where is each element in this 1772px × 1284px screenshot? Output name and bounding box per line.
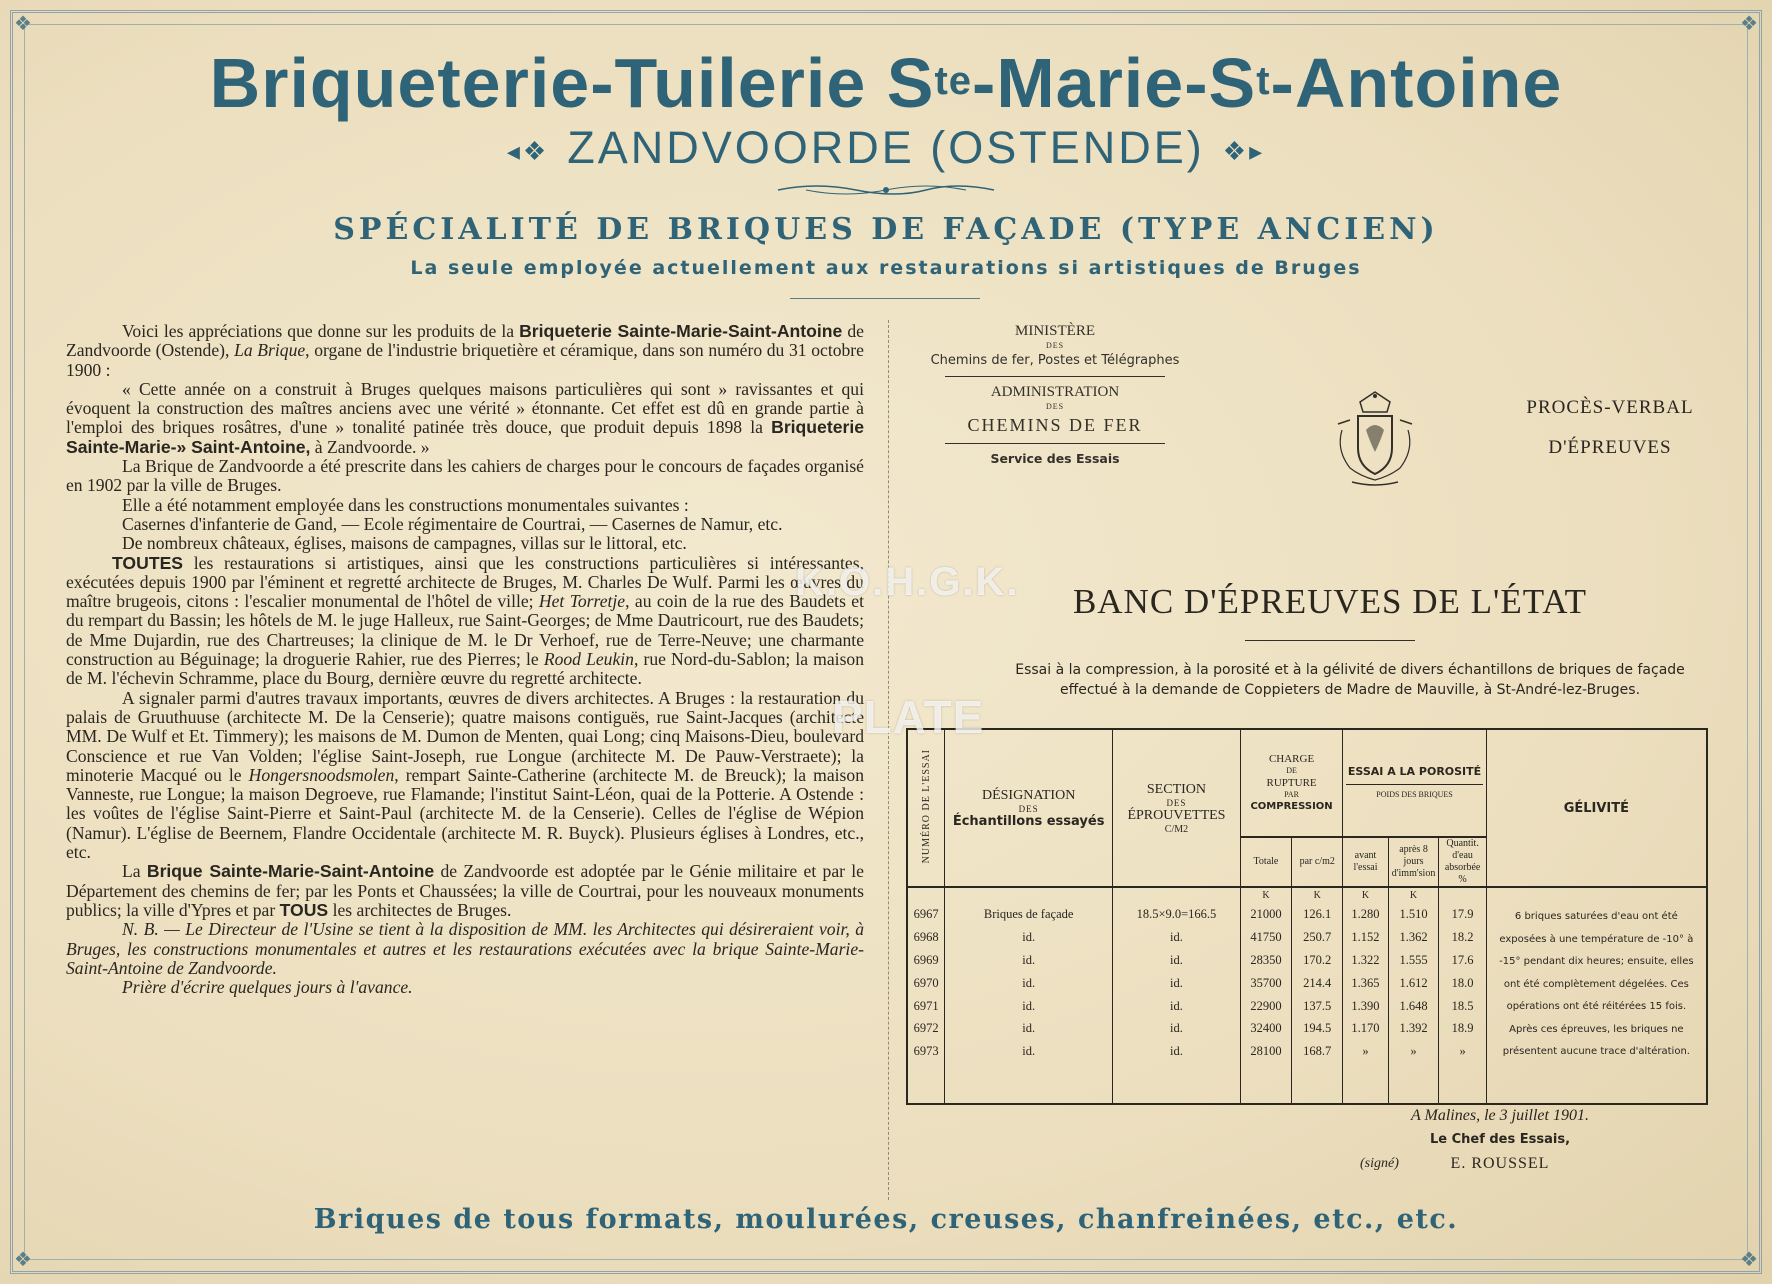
header-charge: CHARGE DE RUPTURE PAR COMPRESSION [1240, 729, 1343, 837]
corner-ornament-icon: ❖ [14, 13, 32, 35]
table-cell: 18.2 [1439, 926, 1486, 949]
paragraph: La Brique Sainte-Marie-Saint-Antoine de Zandvoorde est adoptée par le Génie militaire et par le Département des chemins de fer; par les Ponts et Chaussées; la ville de Courtrai, pour les nouveaux monuments publics; la ville d'Ypres et par TOUS les architectes de Bruges. [66, 861, 864, 920]
table-filler-row [907, 1064, 1707, 1104]
table-cell: 1.648 [1388, 995, 1439, 1018]
table-cell: Briques de façade [945, 903, 1113, 926]
banc-rule [1245, 640, 1415, 641]
corner-ornament-icon: ❖ [1740, 13, 1758, 35]
table-cell: id. [1113, 972, 1241, 995]
table-cell: id. [1113, 995, 1241, 1018]
proces-line: D'ÉPREUVES [1548, 437, 1672, 458]
signoff-date: A Malines, le 3 juillet 1901. [1411, 1107, 1589, 1124]
table-cell: 17.6 [1439, 949, 1486, 972]
header-totale: Totale [1240, 837, 1291, 887]
quote-paragraph: « Cette année on a construit à Bruges quelques maisons particulières qui sont » ravissantes et qui évoquent la construction des maîtres anciens avec une vérité » étonnante. Cet effet est dû en grande partie à l'emploi des briques rosâtres, d'une » tonalité patinée très douce, que produit depuis 1898 la Briqueterie Sainte-Marie-» Saint-Antoine, à Zandvoorde. » [66, 378, 864, 457]
table-cell: 1.170 [1343, 1018, 1388, 1041]
table-cell: 1.362 [1388, 926, 1439, 949]
ministere-rule [945, 443, 1165, 444]
table-cell: 21000 [1240, 903, 1291, 926]
table-cell: 1.392 [1388, 1018, 1439, 1041]
table-cell: 137.5 [1292, 995, 1343, 1018]
ministere-block [905, 322, 1205, 468]
company-title: Briqueterie-Tuilerie $S^{te}-Marie-S^t$-Antoine [209, 44, 1563, 122]
table-cell: 18.0 [1439, 972, 1486, 995]
essai-desc-line: effectué à la demande de Coppieters de Madre de Mauville, à St-André-lez-Bruges. [1059, 682, 1641, 698]
nb-paragraph: Prière d'écrire quelques jours à l'avance. [122, 977, 413, 998]
gelivite-text: 6 briques saturées d'eau ont été exposées à une température de -10° à -15° pendant dix heures; ensuite, elles ont été complètement dégelées. Ces opérations ont été réitérées 15 fois. Après ces épreuves, les briques ne présentent aucune trace d'altération. [1486, 887, 1707, 1064]
table-cell: 194.5 [1292, 1018, 1343, 1041]
ministere-line: CHEMINS DE FER [967, 415, 1143, 435]
units-row [907, 887, 1707, 903]
belgian-crest-icon [1330, 390, 1420, 490]
corner-ornament-icon: ❖ [14, 1249, 32, 1271]
results-table [906, 728, 1708, 1105]
signoff-block [1350, 1104, 1650, 1176]
table-cell: 32400 [1240, 1018, 1291, 1041]
header-quantite: Quantit. d'eau absorbée % [1439, 837, 1486, 887]
flourish-divider-icon [776, 182, 996, 198]
unit-cell: K [1292, 887, 1343, 903]
table-cell: id. [945, 926, 1113, 949]
header-avant: avant l'essai [1343, 837, 1388, 887]
table-cell: id. [945, 995, 1113, 1018]
ministere-line: Chemins de fer, Postes et Télégraphes [930, 353, 1180, 368]
paragraph: La Brique de Zandvoorde a été prescrite dans les cahiers de charges pour le concours de façades organisé en 1902 par la ville de Bruges. [66, 456, 864, 496]
table-cell: 6972 [907, 1018, 945, 1041]
header-gelivite: GÉLIVITÉ [1486, 729, 1707, 887]
table-cell: id. [1113, 1040, 1241, 1063]
table-cell: 1.322 [1343, 949, 1388, 972]
specialite-heading: SPÉCIALITÉ DE BRIQUES DE FAÇADE (TYPE ANCIEN) [333, 212, 1439, 247]
paragraph: TOUTES les restaurations si artistiques, ainsi que les constructions particulières si intéressantes, exécutées depuis 1900 par l'éminent et regretté architecte de Bruges, M. Charles De Wulf. Parmi les œuvres du maître brugeois, citons : l'escalier monumental de l'hôtel de ville; Het Torretje, au coin de la rue des Baudets et du rempart du Bassin; les hôtels de M. le juge Halleux, rue Saint-Georges; de Mme Dautricourt, rue des Baudets; de Mme Dujardin, rue des Chartreuses; la clinique de M. le Dr Verhoef, rue de Terre-Neuve; une charmante construction au Béguinage; la droguerie Rahier, rue des Pierres; le Rood Leukin, rue Nord-du-Sablon; la maison de M. l'échevin Schramme, place du Bourg, dernière œuvre du regretté architecte. [66, 552, 865, 689]
column-divider [888, 320, 889, 1200]
appreciations-text [66, 322, 864, 997]
unit-cell: K [1240, 887, 1291, 903]
table-cell: 18.5 [1439, 995, 1486, 1018]
essai-desc-line: Essai à la compression, à la porosité et à la gélivité de divers échantillons de briques de façade [1015, 662, 1685, 678]
watermark-text: K.O.H.G.K. [795, 560, 1020, 604]
table-cell: 6967 [907, 903, 945, 926]
ministere-line: ADMINISTRATION [990, 384, 1120, 400]
header-divider [790, 298, 980, 299]
header-numero: NUMÉRO DE L'ESSAI [907, 729, 945, 887]
table-cell: id. [945, 1018, 1113, 1041]
table-cell: 6969 [907, 949, 945, 972]
table-cell: 1.365 [1343, 972, 1388, 995]
paragraph: Elle a été notamment employée dans les constructions monumentales suivantes : [122, 494, 689, 515]
table-cell: 28100 [1240, 1040, 1291, 1063]
table-cell: 1.152 [1343, 926, 1388, 949]
table-cell: 6968 [907, 926, 945, 949]
table-cell: 126.1 [1292, 903, 1343, 926]
corner-ornament-icon: ❖ [1740, 1249, 1758, 1271]
header-section: SECTION DES ÉPROUVETTES C/M2 [1113, 729, 1241, 887]
table-cell: » [1343, 1040, 1388, 1063]
table-cell: » [1388, 1040, 1439, 1063]
table-cell: 1.510 [1388, 903, 1439, 926]
ornament-right-icon: ❖▸ [1222, 136, 1266, 167]
unit-cell: K [1343, 887, 1388, 903]
table-cell: 28350 [1240, 949, 1291, 972]
table-cell: 6973 [907, 1040, 945, 1063]
table-cell: 168.7 [1292, 1040, 1343, 1063]
table-cell: 6970 [907, 972, 945, 995]
signoff-role: Le Chef des Essais, [1429, 1132, 1571, 1147]
location-subtitle: ◂❖ ZANDVOORDE (OSTENDE) ❖▸ [506, 122, 1266, 173]
header-apres: après 8 jours d'imm'sion [1388, 837, 1439, 887]
ministere-line: DES [1045, 341, 1065, 350]
table-cell: » [1439, 1040, 1486, 1063]
table-cell: 17.9 [1439, 903, 1486, 926]
table-cell: id. [945, 972, 1113, 995]
table-cell: 214.4 [1292, 972, 1343, 995]
table-cell: 6971 [907, 995, 945, 1018]
table-cell: 22900 [1240, 995, 1291, 1018]
paragraph: Voici les appréciations que donne sur les produits de la Briqueterie Sainte-Marie-Saint-Antoine de Zandvoorde (Ostende), La Brique, organe de l'industrie briquetière et céramique, dans son numéro du 31 octobre 1900 : [66, 321, 864, 380]
table-cell: 41750 [1240, 926, 1291, 949]
proces-verbal-block [1500, 388, 1720, 468]
paragraph: A signaler parmi d'autres travaux importants, œuvres de divers architectes. A Bruges : la restauration du palais de Gruuthuuse (architecte M. De la Censerie); quatre maisons contiguës, rue Saint-Jacques (architecte MM. De Wulf et Et. Timmery); les maisons de M. Dumon de Menten, quai Long; cinq Maisons-Dieu, boulevard Conscience et rue Van Volden; l'église Saint-Joseph, rue Longue (architecte M. De Pauw-Verstraete); la minoterie Macqué ou le Hongersnoodsmolen, rempart Sainte-Catherine (architecte M. de Breuck); la maison Vanneste, rue Longue; la maison Degroeve, rue Flamande; l'institut Saint-Léon, quai de la Potterie. A Ostende : les voûtes de l'église Saint-Pierre et Saint-Paul (architecte M. de la Censerie). Celles de l'église de Wépion (Namur). L'église de Beernem, Flandre Occidentale (architecte M. R. Buyck). Plusieurs églises à Londres, etc., etc. [66, 687, 864, 863]
table-cell: id. [1113, 1018, 1241, 1041]
ornament-left-icon: ◂❖ [506, 136, 550, 167]
table-cell: 1.390 [1343, 995, 1388, 1018]
footer-line: Briques de tous formats, moulurées, creuses, chanfreinées, etc., etc. [313, 1204, 1459, 1235]
nb-paragraph: N. B. — Le Directeur de l'Usine se tient à la disposition de MM. les Architectes qui désireraient voir, à Bruges, les constructions monumentales et autres et les restaurations exécutées avec la brique Sainte-Marie-Saint-Antoine de Zandvoorde. [66, 919, 864, 978]
table-cell: id. [1113, 949, 1241, 972]
signoff-signature-row [1350, 1152, 1650, 1176]
header-porosite: ESSAI A LA POROSITÉ POIDS DES BRIQUES [1343, 729, 1486, 837]
unit-cell: K [1388, 887, 1439, 903]
table-cell: 18.9 [1439, 1018, 1486, 1041]
table-cell: 35700 [1240, 972, 1291, 995]
signe-label: (signé) [1360, 1156, 1399, 1171]
proces-line: PROCÈS-VERBAL [1526, 397, 1694, 418]
table-cell: 1.555 [1388, 949, 1439, 972]
signoff-name: E. ROUSSEL [1450, 1155, 1550, 1172]
ministere-rule [945, 376, 1165, 377]
table-cell: 1.280 [1343, 903, 1388, 926]
table-cell: 1.612 [1388, 972, 1439, 995]
table-cell: 250.7 [1292, 926, 1343, 949]
ministere-line: MINISTÈRE [1015, 323, 1095, 339]
tagline: La seule employée actuellement aux restaurations si artistiques de Bruges [410, 257, 1362, 279]
ministere-line: Service des Essais [990, 451, 1120, 466]
table-cell: id. [945, 1040, 1113, 1063]
table-cell: id. [1113, 926, 1241, 949]
watermark-text: PLATE [832, 691, 985, 743]
table-cell: id. [945, 949, 1113, 972]
essai-description [990, 660, 1710, 700]
paragraph: De nombreux châteaux, églises, maisons de campagnes, villas sur le littoral, etc. [122, 533, 687, 554]
table-cell: 18.5×9.0=166.5 [1113, 903, 1241, 926]
header-parcm2: par c/m2 [1292, 837, 1343, 887]
paragraph: Casernes d'infanterie de Gand, — Ecole régimentaire de Courtrai, — Casernes de Namur, etc. [122, 513, 783, 534]
header-designation: DÉSIGNATION DES Échantillons essayés [945, 729, 1113, 887]
banc-title: BANC D'ÉPREUVES DE L'ÉTAT [1072, 582, 1588, 621]
table-cell: 170.2 [1292, 949, 1343, 972]
ministere-line: DES [1045, 402, 1065, 411]
